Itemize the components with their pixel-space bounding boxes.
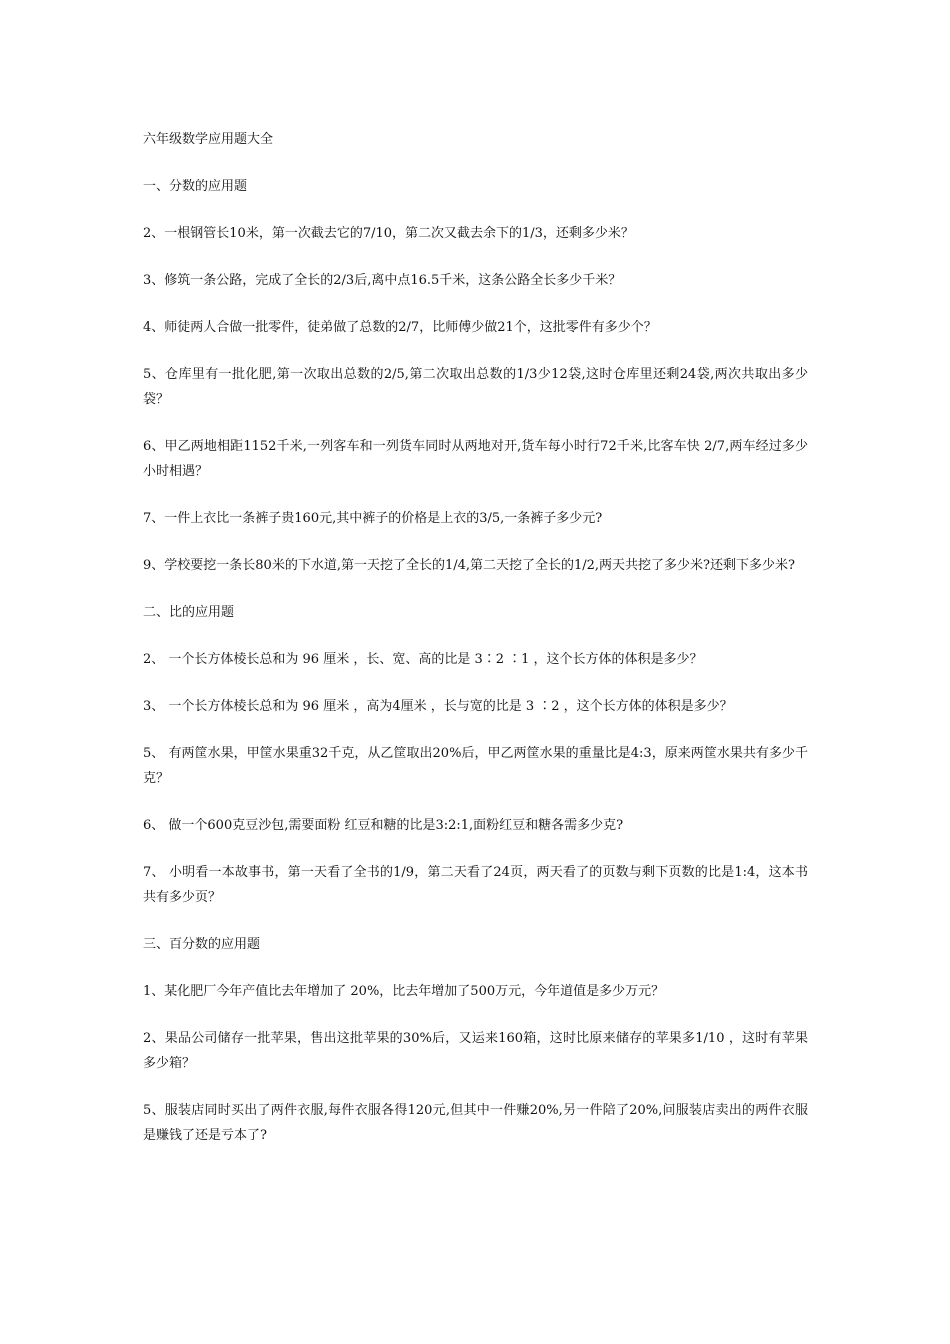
problem-item: 2、一根钢管长10米，第一次截去它的7/10，第二次又截去余下的1/3，还剩多少米？ xyxy=(143,226,634,241)
problem-item: 7、 小明看一本故事书，第一天看了全书的1/9，第二天看了24页，两天看了的页数与剩下页数的比是1:4，这本书共有多少页？ xyxy=(143,865,808,905)
problem-item: 7、一件上衣比一条裤子贵160元,其中裤子的价格是上衣的3/5,一条裤子多少元? xyxy=(143,511,603,526)
document-title: 六年级数学应用题大全 xyxy=(143,132,274,147)
problem-item: 5、 有两筐水果，甲筐水果重32千克，从乙筐取出20%后，甲乙两筐水果的重量比是4:3，原来两筐水果共有多少千克？ xyxy=(143,746,808,786)
problem-item: 5、服装店同时买出了两件衣服,每件衣服各得120元,但其中一件赚20%,另一件陪了20%,问服装店卖出的两件衣服是赚钱了还是亏本了? xyxy=(143,1103,808,1143)
problem-item: 5、仓库里有一批化肥,第一次取出总数的2/5,第二次取出总数的1/3少12袋,这时仓库里还剩24袋,两次共取出多少袋？ xyxy=(143,367,808,407)
section-heading-percentages: 三、百分数的应用题 xyxy=(143,937,261,952)
section-heading-fractions: 一、分数的应用题 xyxy=(143,179,248,194)
problem-item: 4、师徒两人合做一批零件，徒弟做了总数的2/7，比师傅少做21个，这批零件有多少个？ xyxy=(143,320,657,335)
section-heading-ratios: 二、比的应用题 xyxy=(143,605,235,620)
problem-item: 9、学校要挖一条长80米的下水道,第一天挖了全长的1/4,第二天挖了全长的1/2,两天共挖了多少米?还剩下多少米? xyxy=(143,558,795,573)
problem-item: 1、某化肥厂今年产值比去年增加了 20%，比去年增加了500万元，今年道值是多少万元？ xyxy=(143,984,665,999)
document-body xyxy=(143,127,808,1170)
problem-item: 6、甲乙两地相距1152千米,一列客车和一列货车同时从两地对开,货车每小时行72千米,比客车快 2/7,两车经过多少小时相遇？ xyxy=(143,439,808,479)
problem-item: 6、 做一个600克豆沙包,需要面粉 红豆和糖的比是3:2:1,面粉红豆和糖各需多少克? xyxy=(143,818,624,833)
problem-item: 3、 一个长方体棱长总和为 96 厘米 ，高为4厘米 ，长与宽的比是 3 ∶2 ，这个长方体的体积是多少？ xyxy=(143,699,733,714)
problem-item: 3、修筑一条公路，完成了全长的2/3后,离中点16.5千米，这条公路全长多少千米？ xyxy=(143,273,622,288)
problem-item: 2、 一个长方体棱长总和为 96 厘米 ，长、宽、高的比是 3∶2 ∶1 ，这个长方体的体积是多少？ xyxy=(143,652,703,667)
problem-item: 2、果品公司储存一批苹果，售出这批苹果的30%后，又运来160箱，这时比原来储存的苹果多1/10 ，这时有苹果多少箱？ xyxy=(143,1031,808,1071)
